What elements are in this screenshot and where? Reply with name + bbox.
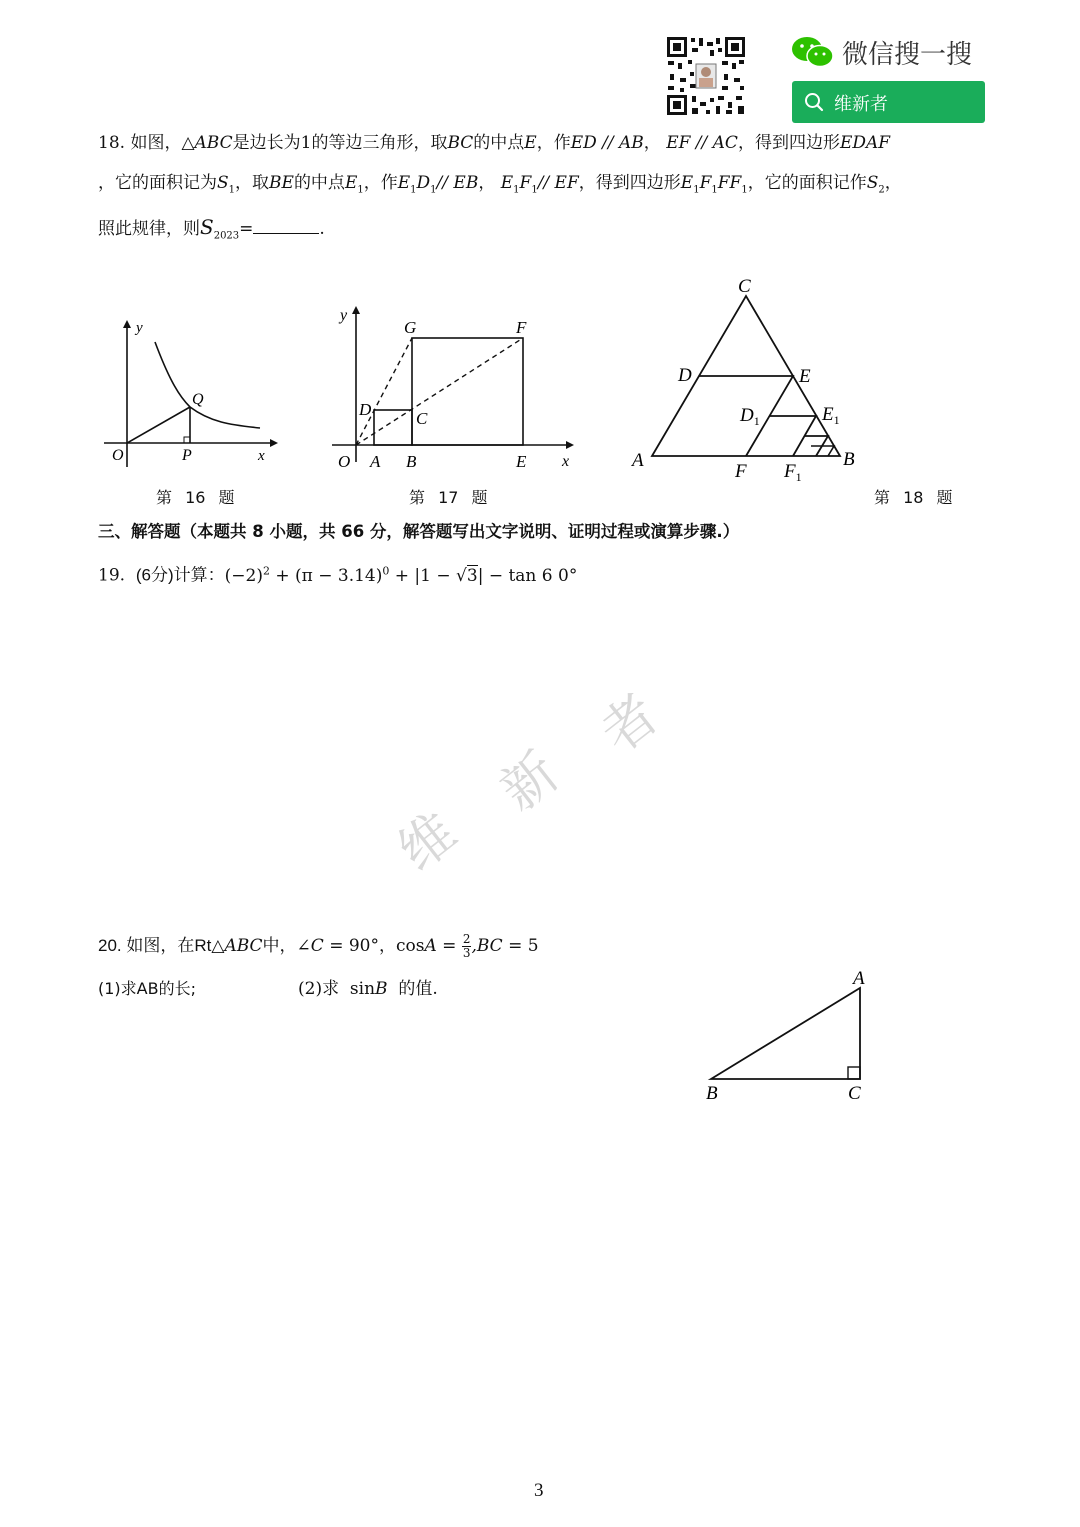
fig17-label-e: E: [516, 452, 527, 471]
figure-18: [628, 272, 868, 482]
caption-fig16: 第 16 题: [156, 488, 235, 507]
fig17-small-square: [374, 410, 412, 445]
fig17-label-x: x: [562, 453, 570, 470]
caption-fig17: 第 17 题: [409, 488, 488, 507]
q19-line: 19. (6分)计算：$(-2)^2 + (\pi - 3.14)^0 + |1 - √3| - \tan 6$ 0°: [98, 564, 578, 586]
wechat-search-title: 微信搜一搜: [842, 40, 973, 70]
fig16-x-arrow: [270, 439, 278, 447]
fig16-label-y: y: [136, 320, 143, 336]
fig18-label-f1: $F_1$: [784, 461, 802, 482]
q19-expression: $(-2)^2 + (\pi - 3.14)^0 + |1 - √3| - \tan 6$ 0°: [224, 564, 578, 586]
fig17-label-f: F: [516, 318, 527, 337]
fig20-label-b: B: [706, 1083, 718, 1104]
fraction-two-thirds: $\frac{2}{3}$: [462, 932, 471, 960]
q20-line-1: 20. 如图，在Rt△ABC中，∠C = 90°，cosA = $\frac{2}{3}$ ,BC = 5: [98, 932, 539, 960]
fig18-parallelogram-4: [811, 446, 834, 456]
fig16-y-arrow: [123, 320, 131, 328]
fig16-right-angle: [184, 437, 190, 443]
fig18-label-c: C: [738, 276, 751, 297]
fig16-label-q: Q: [192, 391, 204, 408]
fig17-label-d: D: [359, 400, 372, 419]
fig20-label-c: C: [848, 1083, 861, 1104]
page-number: 3: [534, 1480, 544, 1501]
fig18-label-d: D: [678, 365, 692, 386]
fig18-label-a: A: [632, 450, 644, 471]
fig20-label-a: A: [853, 968, 865, 989]
q18-line-1: 18. 如图，△ABC是边长为1的等边三角形，取BC的中点E，作ED // AB， EF // AC，得到四边形EDAF: [98, 133, 891, 153]
qr-code: [666, 36, 746, 116]
fig17-dashed-og: [356, 338, 412, 445]
fig17-x-arrow: [566, 441, 574, 449]
fig18-label-e1: $E_1$: [822, 404, 840, 427]
fig16-segment-oq: [127, 407, 190, 443]
figure-20: [700, 964, 880, 1104]
fig18-label-e: E: [799, 366, 811, 387]
fig17-y-arrow: [352, 306, 360, 314]
q18-line-2: ，它的面积记为$S_1$，取BE的中点$E_1$，作$E_1D_1//$ EB， $E_1F_1//$ EF，得到四边形$E_1F_1FF_1$，它的面积记作$S_2$，: [98, 173, 902, 196]
fig18-label-f: F: [735, 461, 747, 482]
fig16-label-o: O: [112, 447, 124, 464]
wechat-search-button[interactable]: [792, 81, 985, 123]
fig17-large-square: [412, 338, 523, 445]
figure-17: [328, 302, 588, 472]
fig17-label-c: C: [416, 409, 428, 428]
search-label: 维新者: [834, 94, 888, 115]
fig17-dashed-of: [356, 338, 523, 445]
answer-blank: [253, 219, 319, 234]
fig16-label-x: x: [258, 448, 265, 464]
q18-line-3: 照此规律，则$S_{2023}=$ .: [98, 215, 325, 242]
watermark-char-1: 维: [386, 800, 469, 884]
fig17-label-a: A: [370, 452, 381, 471]
fig18-label-b: B: [843, 449, 855, 470]
fig16-label-p: P: [182, 447, 192, 464]
fig20-triangle: [711, 988, 860, 1079]
q20-part-1: (1)求AB的长;: [98, 979, 196, 998]
fig17-label-y: y: [340, 307, 348, 324]
fig16-curve: [155, 342, 260, 428]
search-icon: [804, 92, 824, 112]
fig17-label-b: B: [406, 452, 417, 471]
q20-part-2: (2)求 sinB 的值.: [298, 979, 438, 999]
caption-fig18: 第 18 题: [874, 488, 953, 507]
section-3-heading: 三、解答题（本题共 8 小题，共 66 分，解答题写出文字说明、证明过程或演算步骤.）: [98, 522, 740, 541]
fig17-label-o: O: [338, 452, 351, 471]
qr-code-graphic: [666, 36, 746, 116]
wechat-logo-icon: [791, 35, 835, 69]
fig18-label-d1: $D_1$: [740, 405, 760, 428]
fig20-right-angle: [848, 1067, 860, 1079]
watermark-char-3: 者: [588, 682, 671, 766]
fig17-label-g: G: [404, 318, 417, 337]
watermark-char-2: 新: [488, 740, 571, 824]
figure-16: [100, 312, 290, 472]
